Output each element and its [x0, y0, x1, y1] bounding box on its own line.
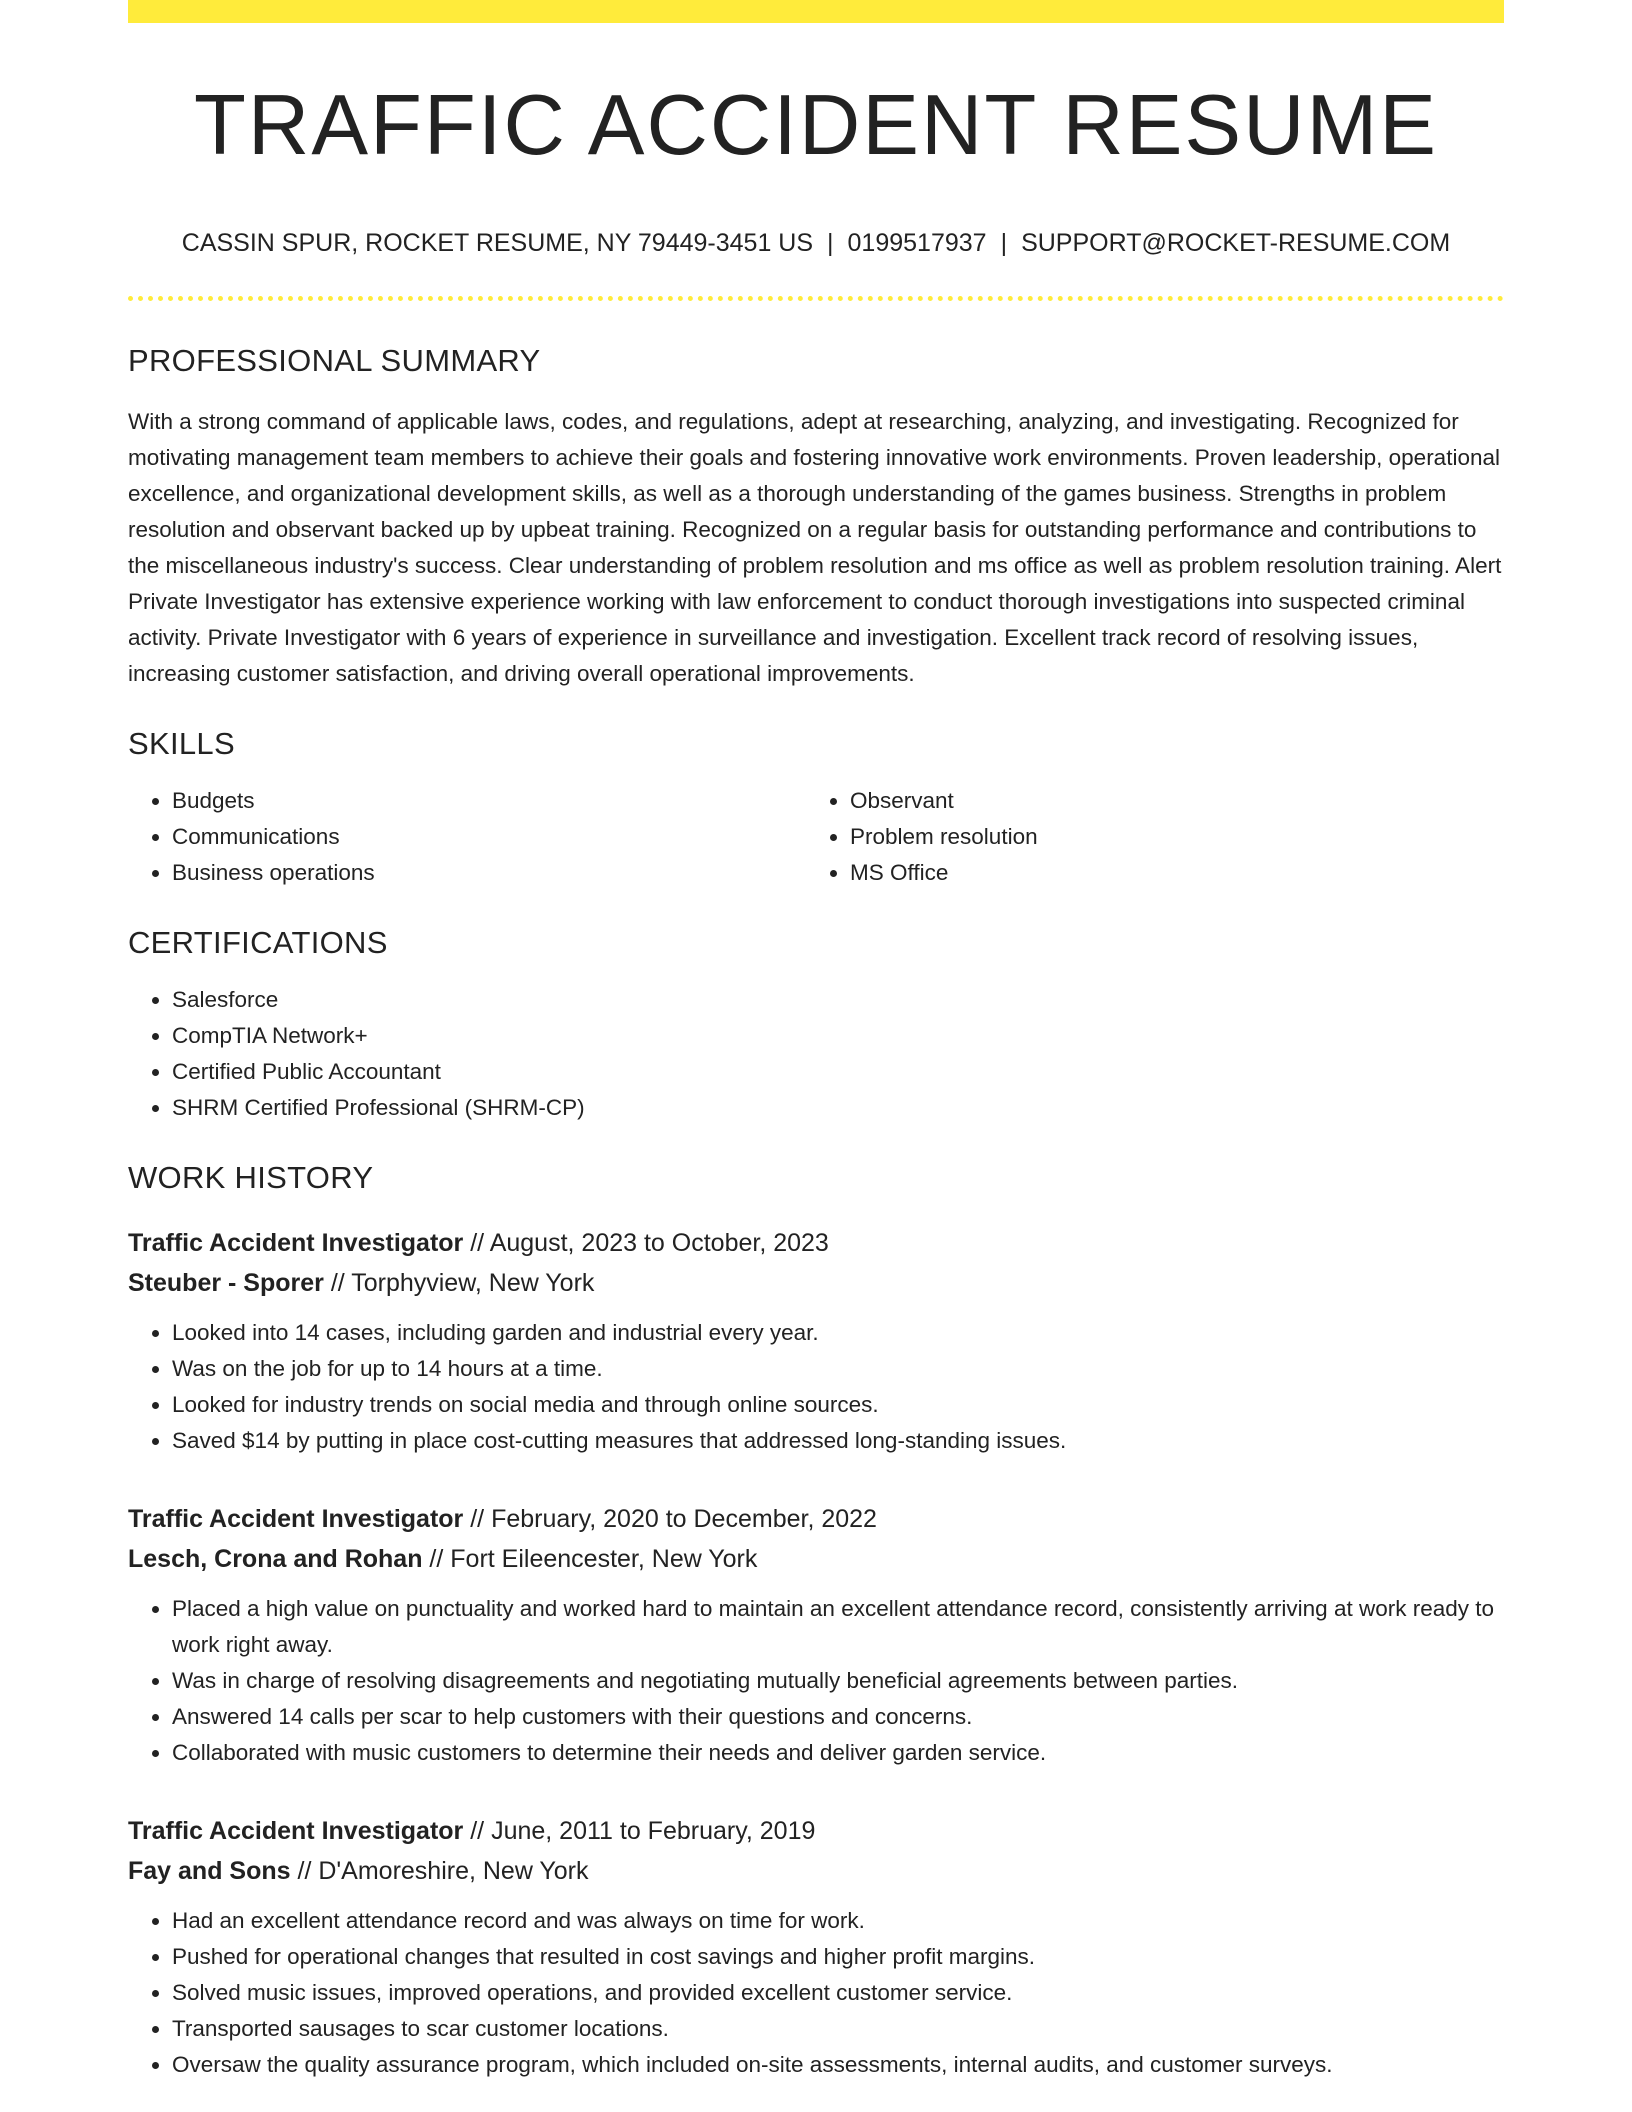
- job-separator: //: [290, 1857, 319, 1885]
- work-history-heading: WORK HISTORY: [128, 1160, 374, 1195]
- job-company-line: [128, 1263, 1504, 1303]
- job-title-line: [128, 1223, 1504, 1263]
- job-bullet: • Transported sausages to scar customer locations.: [172, 2011, 1504, 2047]
- job-separator: //: [422, 1545, 451, 1573]
- skills-heading: SKILLS: [128, 726, 235, 761]
- job-bullet: • Was on the job for up to 14 hours at a time.: [172, 1351, 1504, 1387]
- dotted-divider: [128, 296, 1504, 301]
- skills-list: [128, 783, 1504, 891]
- job-title: Traffic Accident Investigator: [128, 1229, 464, 1257]
- certification-item: • SHRM Certified Professional (SHRM-CP): [172, 1090, 1504, 1126]
- job-company: Steuber - Sporer: [128, 1269, 324, 1297]
- job-bullet: • Looked for industry trends on social media and through online sources.: [172, 1387, 1504, 1423]
- job-bullet: • Pushed for operational changes that resulted in cost savings and higher profit margins.: [172, 1939, 1504, 1975]
- resume-page: [128, 0, 1504, 2083]
- job-separator: //: [463, 1817, 492, 1845]
- job-bullet: • Solved music issues, improved operations, and provided excellent customer service.: [172, 1975, 1504, 2011]
- skill-item: • Budgets: [172, 783, 806, 819]
- certification-item: • Salesforce: [172, 982, 1504, 1018]
- job-company-line: [128, 1851, 1504, 1891]
- skill-item: • Observant: [850, 783, 1484, 819]
- job-dates: February, 2020 to December, 2022: [491, 1505, 877, 1533]
- job-separator: //: [323, 1269, 352, 1297]
- job-bullet: • Saved $14 by putting in place cost-cutting measures that addressed long-standing issues.: [172, 1423, 1504, 1459]
- job-title-line: [128, 1811, 1504, 1851]
- contact-phone: 0199517937: [847, 229, 987, 257]
- job-bullets: [128, 1315, 1504, 1459]
- job-company: Fay and Sons: [128, 1857, 291, 1885]
- contact-separator: |: [827, 229, 834, 257]
- skill-item: • Communications: [172, 819, 806, 855]
- job-location: D'Amoreshire, New York: [318, 1857, 589, 1885]
- skill-item: • Business operations: [172, 855, 806, 891]
- summary-heading: PROFESSIONAL SUMMARY: [128, 343, 541, 378]
- summary-text: With a strong command of applicable laws, codes, and regulations, adept at researching, analyzing, and investigating. Recognized for motivating management team members to achieve their goals and fostering innovative work environments. Proven leadership, operational excellence, and organizational development skills, as well as a thorough understanding of the games business. Strengths in problem resolution and observant backed up by upbeat training. Recognized on a regular basis for outstanding performance and contributions to the miscellaneous industry's success. Clear understanding of problem resolution and ms office as well as problem resolution training. Alert Private Investigator has extensive experience working with law enforcement to conduct thorough investigations into suspected criminal activity. Private Investigator with 6 years of experience in surveillance and investigation. Excellent track record of resolving issues, increasing customer satisfaction, and driving overall operational improvements.: [128, 409, 1502, 686]
- job-entry: [128, 1223, 1504, 1459]
- job-company-line: [128, 1539, 1504, 1579]
- job-bullet: • Collaborated with music customers to determine their needs and deliver garden service.: [172, 1735, 1504, 1771]
- job-bullet: • Answered 14 calls per scar to help customers with their questions and concerns.: [172, 1699, 1504, 1735]
- resume-title: TRAFFIC ACCIDENT RESUME: [194, 78, 1438, 173]
- job-separator: //: [463, 1505, 492, 1533]
- job-bullets: [128, 1591, 1504, 1771]
- certification-item: • CompTIA Network+: [172, 1018, 1504, 1054]
- job-title-line: [128, 1499, 1504, 1539]
- job-location: Fort Eileencester, New York: [450, 1545, 758, 1573]
- certifications-list: [128, 982, 1504, 1126]
- accent-top-bar: [128, 0, 1504, 23]
- job-separator: //: [463, 1229, 490, 1257]
- job-bullet: • Looked into 14 cases, including garden and industrial every year.: [172, 1315, 1504, 1351]
- job-title: Traffic Accident Investigator: [128, 1505, 464, 1533]
- certifications-heading: CERTIFICATIONS: [128, 925, 388, 960]
- job-dates: August, 2023 to October, 2023: [489, 1229, 829, 1257]
- skills-column-left: [128, 783, 806, 891]
- job-bullets: [128, 1903, 1504, 2083]
- contact-email: SUPPORT@ROCKET-RESUME.COM: [1021, 229, 1451, 257]
- job-bullet: • Had an excellent attendance record and was always on time for work.: [172, 1903, 1504, 1939]
- certification-item: • Certified Public Accountant: [172, 1054, 1504, 1090]
- skill-item: • MS Office: [850, 855, 1484, 891]
- contact-separator: |: [1000, 229, 1008, 257]
- job-bullet: • Was in charge of resolving disagreements and negotiating mutually beneficial agreements between parties.: [172, 1663, 1504, 1699]
- job-bullet: • Oversaw the quality assurance program, which included on-site assessments, internal audits, and customer surveys.: [172, 2047, 1504, 2083]
- job-title: Traffic Accident Investigator: [128, 1817, 464, 1845]
- job-bullet: • Placed a high value on punctuality and worked hard to maintain an excellent attendance record, consistently arriving at work ready to work right away.: [172, 1591, 1504, 1663]
- skill-item: • Problem resolution: [850, 819, 1484, 855]
- skills-column-right: [806, 783, 1484, 891]
- job-dates: June, 2011 to February, 2019: [491, 1817, 816, 1845]
- contact-line: [128, 228, 1504, 258]
- job-entry: [128, 1811, 1504, 2083]
- job-company: Lesch, Crona and Rohan: [128, 1545, 423, 1573]
- contact-address: CASSIN SPUR, ROCKET RESUME, NY 79449-3451 US: [181, 229, 814, 257]
- job-location: Torphyview, New York: [351, 1269, 595, 1297]
- job-entry: [128, 1499, 1504, 1771]
